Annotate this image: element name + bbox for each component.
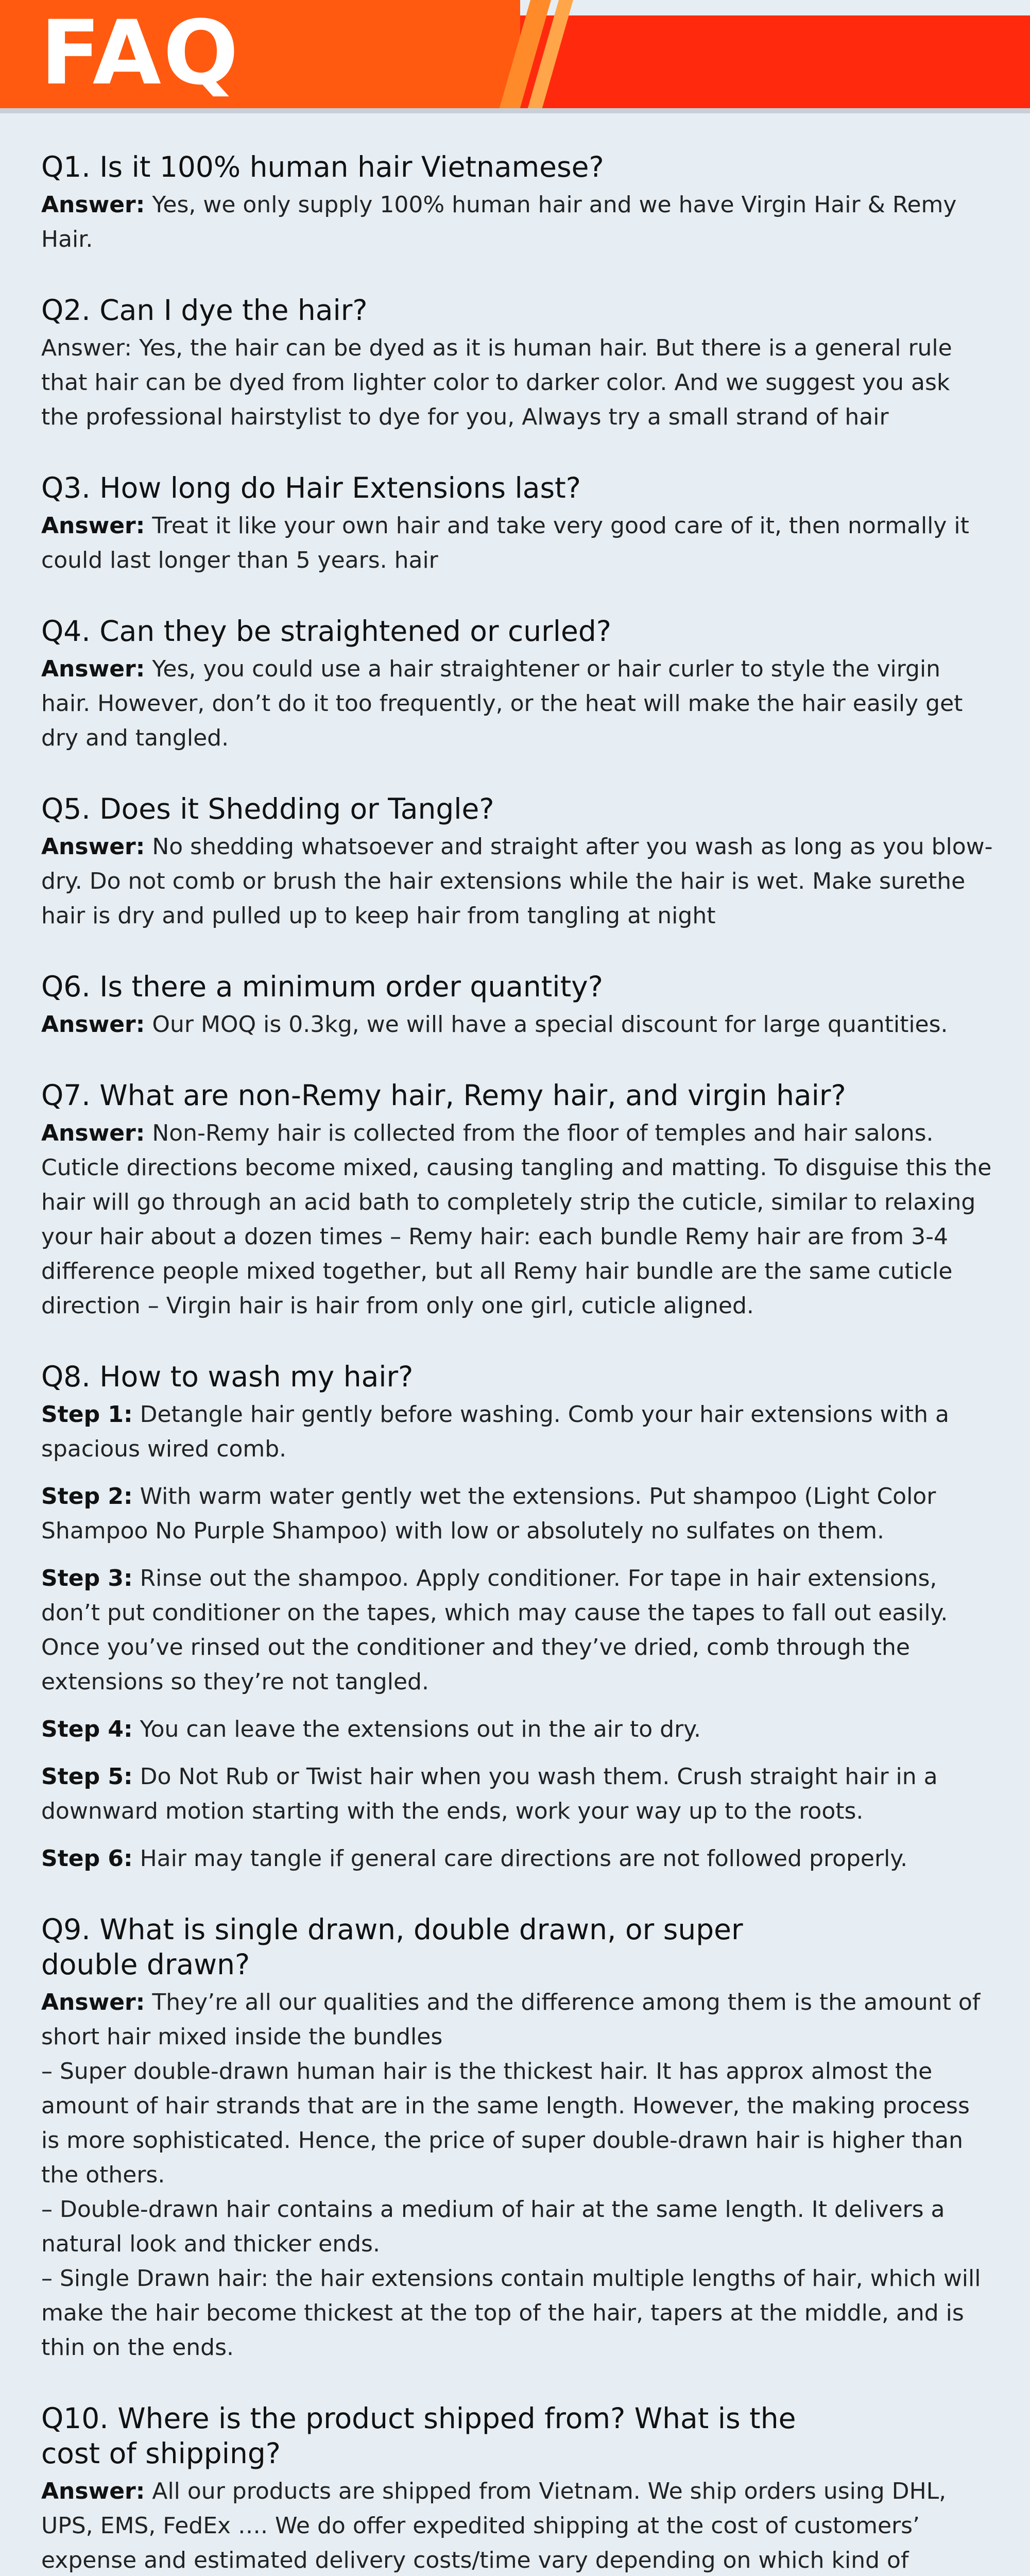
answer-line (41, 1985, 994, 2054)
answer-label: Answer: (41, 656, 145, 682)
faq-item-7 (41, 1078, 994, 1323)
wash-step (41, 1712, 994, 1747)
answer-text: They’re all our qualities and the difference among them is the amount of short hair mixed inside the bundles (41, 1989, 981, 2050)
page-title: FAQ (40, 1, 241, 105)
step-label: Step 5: (41, 1764, 133, 1790)
answer-text: Non-Remy hair is collected from the floor of temples and hair salons. Cuticle directions become mixed, causing tangling and matting. To disguise this the hair will go through an acid bath to completely strip the cuticle, similar to relaxing your hair about a dozen times – Remy hair: each bundle Remy hair are from 3-4 difference people mixed together, but all Remy hair bundle are the same cuticle direction – Virgin hair is hair from only one girl, cuticle aligned. (41, 1120, 992, 1319)
wash-step (41, 1397, 994, 1466)
question: Q1. Is it 100% human hair Vietnamese? (41, 150, 604, 183)
question (41, 2401, 994, 2471)
question: Q5. Does it Shedding or Tangle? (41, 792, 494, 825)
answer (41, 188, 994, 257)
step-label: Step 6: (41, 1845, 133, 1872)
answer (41, 829, 994, 933)
wash-step (41, 1841, 994, 1876)
question-line: double drawn? (41, 1948, 250, 1981)
step-text: Hair may tangle if general care directions are not followed properly. (132, 1845, 908, 1872)
step-label: Step 4: (41, 1716, 133, 1742)
faq-header (0, 0, 1030, 113)
faq-item-8 (41, 1359, 994, 1876)
faq-item-9 (41, 1912, 994, 2365)
step-text: Rinse out the shampoo. Apply conditioner. For tape in hair extensions, don’t put conditioner on the tapes, which may cause the tapes to fall out easily. Once you’ve rinsed out the conditioner and they’ve dried, comb through the extensions so they’re not tangled. (41, 1565, 948, 1695)
step-text: With warm water gently wet the extensions. Put shampoo (Light Color Shampoo No Purple Shampoo) with low or absolutely no sulfates on them. (41, 1483, 936, 1544)
question: Q2. Can I dye the hair? (41, 294, 368, 327)
header-shadow (0, 108, 1030, 113)
answer-label: Answer: (41, 192, 145, 218)
question: Q4. Can they be straightened or curled? (41, 615, 611, 648)
step-text: Detangle hair gently before washing. Comb your hair extensions with a spacious wired comb. (41, 1401, 949, 1462)
answer (41, 1985, 994, 2365)
answer-line: – Super double-drawn human hair is the thickest hair. It has approx almost the amount of hair strands that are in the same length. However, the making process is more sophisticated. Hence, the price of super double-drawn hair is higher than the others. (41, 2058, 970, 2188)
answer (41, 331, 994, 434)
answer-text: Answer: Yes, the hair can be dyed as it is human hair. But there is a general rule that hair can be dyed from lighter color to darker color. And we suggest you ask the professional hairstylist to dye for you, Always try a small strand of hair (41, 335, 952, 430)
faq-item-10 (41, 2401, 994, 2576)
question-line: cost of shipping? (41, 2437, 281, 2470)
answer-label: Answer: (41, 2478, 145, 2504)
wash-step (41, 1479, 994, 1548)
answer-text: Treat it like your own hair and take very good care of it, then normally it could last longer than 5 years. hair (41, 513, 969, 573)
answer-label: Answer: (41, 1120, 145, 1146)
question: Q3. How long do Hair Extensions last? (41, 471, 581, 504)
answer (41, 1007, 994, 1042)
question-line: Q9. What is single drawn, double drawn, or super (41, 1913, 743, 1946)
answer-text: Our MOQ is 0.3kg, we will have a special discount for large quantities. (145, 1011, 948, 1038)
answer-line: – Single Drawn hair: the hair extensions contain multiple lengths of hair, which will make the hair become thickest at the top of the hair, tapers at the middle, and is thin on the ends. (41, 2265, 981, 2361)
answer-label: Answer: (41, 513, 145, 539)
step-label: Step 1: (41, 1401, 133, 1428)
faq-item-1 (41, 149, 994, 257)
step-label: Step 2: (41, 1483, 133, 1510)
step-text: Do Not Rub or Twist hair when you wash them. Crush straight hair in a downward motion starting with the ends, work your way up to the roots. (41, 1764, 938, 1824)
faq-item-6 (41, 969, 994, 1042)
wash-step (41, 1759, 994, 1828)
faq-item-2 (41, 293, 994, 434)
faq-item-5 (41, 791, 994, 933)
question: Q6. Is there a minimum order quantity? (41, 970, 603, 1003)
faq-list (41, 149, 994, 2576)
answer (41, 1116, 994, 1323)
step-text: You can leave the extensions out in the air to dry. (132, 1716, 701, 1742)
answer-text: Yes, you could use a hair straightener or hair curler to style the virgin hair. However, don’t do it too frequently, or the heat will make the hair easily get dry and tangled. (41, 656, 963, 751)
wash-step (41, 1561, 994, 1699)
answer-label: Answer: (41, 1989, 145, 2015)
question (41, 1912, 994, 1982)
answer (41, 509, 994, 578)
answer (41, 652, 994, 755)
answer-line: – Double-drawn hair contains a medium of hair at the same length. It delivers a natural look and thicker ends. (41, 2196, 945, 2257)
answer-text: No shedding whatsoever and straight after you wash as long as you blow-dry. Do not comb or brush the hair extensions while the hair is wet. Make surethe hair is dry and pulled up to keep hair from tangling at night (41, 834, 993, 929)
question-line: Q10. Where is the product shipped from? What is the (41, 2402, 796, 2435)
step-label: Step 3: (41, 1565, 133, 1591)
question: Q8. How to wash my hair? (41, 1360, 414, 1393)
question: Q7. What are non-Remy hair, Remy hair, and virgin hair? (41, 1079, 846, 1112)
answer-label: Answer: (41, 834, 145, 860)
faq-item-3 (41, 470, 994, 578)
answer-text: All our products are shipped from Vietnam. We ship orders using DHL, UPS, EMS, FedEx …. We do offer expedited shipping at the cost of customers’ expense and estimated delivery costs/time vary depending on which kind of (41, 2478, 947, 2573)
answer (41, 2474, 994, 2576)
faq-item-4 (41, 614, 994, 755)
answer-label: Answer: (41, 1011, 145, 1038)
answer-text: Yes, we only supply 100% human hair and we have Virgin Hair & Remy Hair. (41, 192, 957, 252)
